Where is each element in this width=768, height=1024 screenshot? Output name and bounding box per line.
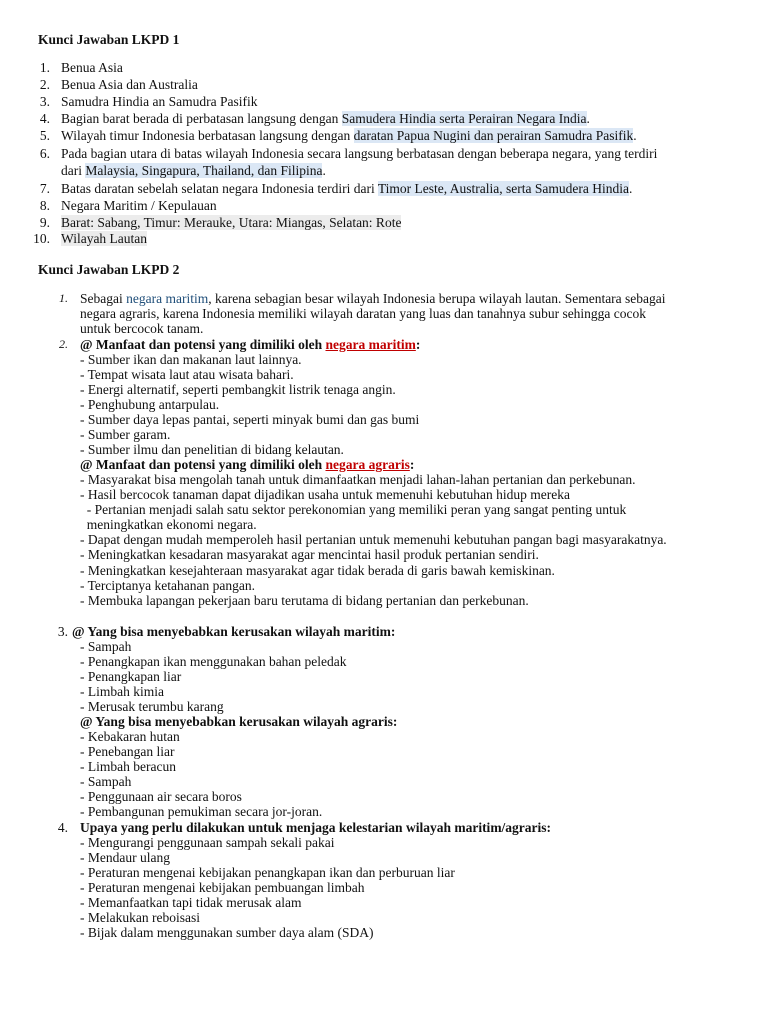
list-item: - Limbah kimia [80,684,164,699]
list-item: - Sampah [80,639,132,654]
subheading: @ Yang bisa menyebabkan kerusakan wilayah maritim: [72,624,396,639]
list-item [61,215,401,230]
list-item: - Sampah [80,774,132,789]
list-item: Batas daratan sebelah selatan negara Indonesia terdiri dari Timor Leste, Australia, serta Samudera Hindia. [61,181,633,196]
answer-line: negara agraris, karena Indonesia memiliki wilayah daratan yang luas dan tanahnya subur sehingga cocok [80,306,647,321]
question-number: 4. [57,820,68,835]
list-item [61,231,147,246]
list-item: - Pertanian menjadi salah satu sektor perekonomian yang memiliki peran yang sangat penting untuk [80,502,627,517]
list-number: 3. [39,94,50,109]
list-item: Bagian barat berada di perbatasan langsung dengan Samudera Hindia serta Perairan Negara India. [61,111,590,126]
list-number: 6. [39,146,50,161]
answer-line: untuk bercocok tanam. [80,321,204,336]
highlighted-answer: Samudera Hindia serta Perairan Negara India [341,111,587,126]
list-item: - Pembangunan pemukiman secara jor-joran. [80,804,323,819]
list-item: Negara Maritim / Kepulauan [61,198,217,213]
highlighted-answer: daratan Papua Nugini dan perairan Samudra Pasifik [353,128,634,143]
list-item: - Mendaur ulang [80,850,170,865]
highlighted-term: negara agraris [325,457,410,472]
highlighted-answer: Barat: Sabang, Timur: Merauke, Utara: Miangas, Selatan: Rote [61,215,402,230]
list-item: - Meningkatkan kesadaran masyarakat agar mencintai hasil produk pertanian sendiri. [80,547,539,562]
list-item: - Melakukan reboisasi [80,910,200,925]
list-item: - Penggunaan air secara boros [80,789,242,804]
list-item: - Bijak dalam menggunakan sumber daya alam (SDA) [80,925,374,940]
highlighted-answer: Timor Leste, Australia, serta Samudera Hindia [377,181,629,196]
list-item: - Merusak terumbu karang [80,699,224,714]
list-item: - Sumber ilmu dan penelitian di bidang kelautan. [80,442,344,457]
list-item: - Membuka lapangan pekerjaan baru terutama di bidang pertanian dan perkebunan. [80,593,529,608]
list-item: Pada bagian utara di batas wilayah Indonesia secara langsung berbatasan dengan beberapa negara, yang terdiri [61,146,658,161]
list-item: - Penghubung antarpulau. [80,397,220,412]
list-item: - Memanfaatkan tapi tidak merusak alam [80,895,302,910]
list-item: - Sumber daya lepas pantai, seperti minyak bumi dan gas bumi [80,412,420,427]
list-item: - Peraturan mengenai kebijakan pembuangan limbah [80,880,365,895]
section1-title: Kunci Jawaban LKPD 1 [38,32,180,47]
list-number: 1. [39,60,50,75]
list-item: - Penangkapan ikan menggunakan bahan peledak [80,654,347,669]
question-number: 3. [57,624,68,639]
list-item: - Peraturan mengenai kebijakan penangkapan ikan dan perburuan liar [80,865,455,880]
list-item: - Penebangan liar [80,744,175,759]
list-item: - Penangkapan liar [80,669,182,684]
list-item: - Mengurangi penggunaan sampah sekali pakai [80,835,335,850]
list-item: Wilayah timur Indonesia berbatasan langsung dengan daratan Papua Nugini dan perairan Samudra Pasifik. [61,128,637,143]
list-item: - Meningkatkan kesejahteraan masyarakat agar tidak berada di garis bawah kemiskinan. [80,563,555,578]
list-number: 2. [39,77,50,92]
question-number: 2. [59,337,68,351]
list-item: - Terciptanya ketahanan pangan. [80,578,255,593]
list-item: - Energi alternatif, seperti pembangkit listrik tenaga angin. [80,382,396,397]
list-item: - Tempat wisata laut atau wisata bahari. [80,367,294,382]
list-item: Samudra Hindia an Samudra Pasifik [61,94,258,109]
subheading: @ Manfaat dan potensi yang dimiliki oleh negara agraris: [80,457,415,472]
list-item: - Kebakaran hutan [80,729,180,744]
list-item: - Sumber garam. [80,427,171,442]
list-number: 9. [39,215,50,230]
highlighted-answer: Wilayah Lautan [61,231,148,246]
list-number: 5. [39,128,50,143]
question-number: 1. [59,291,68,305]
list-item: - Sumber ikan dan makanan laut lainnya. [80,352,302,367]
list-item: - Masyarakat bisa mengolah tanah untuk dimanfaatkan menjadi lahan-lahan pertanian dan perkebunan. [80,472,636,487]
list-number: 7. [39,181,50,196]
highlighted-term: negara maritim [325,337,416,352]
subheading: Upaya yang perlu dilakukan untuk menjaga kelestarian wilayah maritim/agraris: [80,820,552,835]
list-item: Benua Asia dan Australia [61,77,198,92]
list-number: 10. [33,231,50,246]
answer-line: Sebagai negara maritim, karena sebagian besar wilayah Indonesia berupa wilayah lautan. Sementara sebagai [80,291,666,306]
list-item: Benua Asia [61,60,123,75]
list-number: 8. [39,198,50,213]
list-item: meningkatkan ekonomi negara. [80,517,257,532]
highlighted-answer: Malaysia, Singapura, Thailand, dan Filipina [85,163,323,178]
subheading: @ Yang bisa menyebabkan kerusakan wilayah agraris: [80,714,398,729]
term-link[interactable]: negara maritim [126,291,209,306]
list-item: - Limbah beracun [80,759,176,774]
list-number: 4. [39,111,50,126]
subheading: @ Manfaat dan potensi yang dimiliki oleh negara maritim: [80,337,421,352]
list-item-continuation: dari Malaysia, Singapura, Thailand, dan Filipina. [61,163,326,178]
section2-title: Kunci Jawaban LKPD 2 [38,262,180,277]
list-item: - Dapat dengan mudah memperoleh hasil pertanian untuk memenuhi kebutuhan pangan bagi masyarakatnya. [80,532,667,547]
list-item: - Hasil bercocok tanaman dapat dijadikan usaha untuk memenuhi kebutuhan hidup mereka [80,487,570,502]
